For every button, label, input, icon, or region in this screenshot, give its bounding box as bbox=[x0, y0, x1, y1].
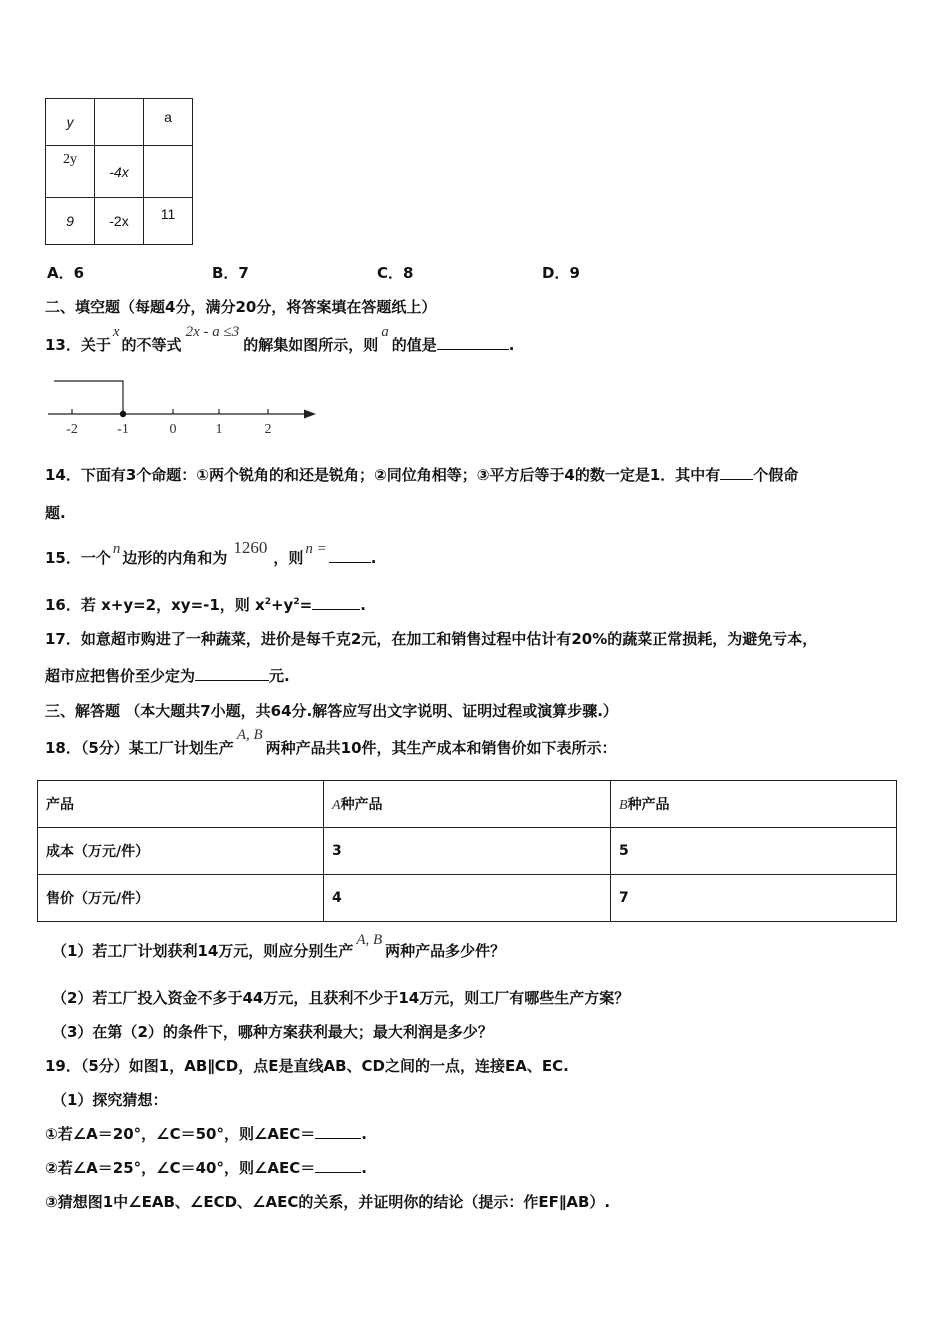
question-17-line2 bbox=[45, 665, 290, 686]
var-n: n bbox=[112, 541, 121, 557]
question-16 bbox=[45, 594, 366, 615]
q18-part-2: （2）若工厂投入资金不多于44万元，且获利不少于14万元，则工厂有哪些生产方案？ bbox=[52, 989, 630, 1007]
q19-item2-blank[interactable] bbox=[315, 1158, 361, 1173]
table-cell: 4 bbox=[324, 875, 611, 922]
option-c: C．8 bbox=[377, 264, 414, 282]
q19-part-1: （1）探究猜想： bbox=[52, 1091, 168, 1109]
table-cell: 成本（万元/件） bbox=[38, 828, 324, 875]
table-row bbox=[38, 828, 897, 875]
q14-line1: 14．下面有3个命题：①两个锐角的和还是锐角；②同位角相等；③平方后等于4的数一定是1．其中有 bbox=[45, 466, 721, 484]
q19-item-end: . bbox=[361, 1125, 367, 1143]
tick-label: 2 bbox=[264, 422, 272, 437]
q17-prefix: 超市应把售价至少定为 bbox=[45, 667, 196, 685]
tick-label: -2 bbox=[66, 422, 78, 437]
q19-item2-text: ②若∠A＝25°，∠C＝40°，则∠AEC＝ bbox=[45, 1159, 316, 1177]
question-17: 17．如意超市购进了一种蔬菜，进价是每千克2元，在加工和销售过程中估计有20%的蔬菜正常损耗，为避免亏本， bbox=[45, 630, 818, 648]
table-cell: 售价（万元/件） bbox=[38, 875, 324, 922]
q18-p1-suffix: 两种产品多少件？ bbox=[385, 942, 506, 960]
table-header-cell bbox=[611, 781, 897, 828]
closed-point bbox=[120, 411, 126, 417]
q16-prefix: 16．若 x+y=2，xy=-1，则 x bbox=[45, 596, 265, 614]
q16-answer-blank[interactable] bbox=[312, 595, 360, 610]
var-x: x bbox=[112, 324, 120, 340]
q15-mid: 边形的内角和为 bbox=[122, 549, 228, 567]
var-ab: A, B bbox=[236, 727, 263, 743]
q19-item1-text: ①若∠A＝20°，∠C＝50°，则∠AEC＝ bbox=[45, 1125, 316, 1143]
q13-after: 的解集如图所示，则 bbox=[243, 336, 379, 354]
question-18 bbox=[45, 727, 617, 758]
option-b: B．7 bbox=[212, 264, 249, 282]
table-cell: 3 bbox=[324, 828, 611, 875]
product-b-symbol: B bbox=[619, 798, 628, 813]
q15-after: ，则 bbox=[273, 549, 304, 567]
number-grid bbox=[45, 98, 193, 245]
q17-answer-blank[interactable] bbox=[195, 666, 269, 681]
number-line-ticks bbox=[66, 409, 271, 437]
q13-end: 的值是 bbox=[391, 336, 437, 354]
q19-item-end: . bbox=[361, 1159, 367, 1177]
grid-cell: 2y bbox=[46, 146, 95, 198]
tick-label: 1 bbox=[215, 422, 223, 437]
grid-cell: -2x bbox=[95, 198, 144, 245]
grid-cell bbox=[144, 146, 193, 198]
number-line bbox=[40, 372, 330, 442]
option-d: D．9 bbox=[542, 264, 580, 282]
q15-value: 1260 bbox=[233, 538, 268, 557]
product-a-symbol: A bbox=[332, 798, 341, 813]
q19-item-2 bbox=[45, 1157, 367, 1178]
q16-end: . bbox=[360, 596, 366, 614]
table-cell: 5 bbox=[611, 828, 897, 875]
q15-answer-blank[interactable] bbox=[329, 548, 371, 563]
table-header-cell bbox=[324, 781, 611, 828]
q19-item1-blank[interactable] bbox=[315, 1124, 361, 1139]
q13-inequality: 2x - a ≤3 bbox=[185, 324, 240, 340]
q13-period: . bbox=[508, 336, 515, 354]
question-13 bbox=[45, 324, 515, 355]
q15-end: . bbox=[370, 549, 377, 567]
grid-cell: -4x bbox=[95, 146, 144, 198]
q19-item-1 bbox=[45, 1123, 367, 1144]
tick-label: -1 bbox=[117, 422, 129, 437]
q18-part-3: （3）在第（2）的条件下，哪种方案获利最大；最大利润是多少？ bbox=[52, 1023, 493, 1041]
question-19: 19．（5分）如图1，AB∥CD，点E是直线AB、CD之间的一点，连接EA、EC. bbox=[45, 1057, 569, 1075]
table-row bbox=[38, 875, 897, 922]
option-a: A．6 bbox=[47, 264, 85, 282]
grid-cell: y bbox=[46, 99, 95, 146]
grid-cell: 9 bbox=[46, 198, 95, 245]
q13-answer-blank[interactable] bbox=[437, 335, 509, 350]
table-header-cell: 产品 bbox=[38, 781, 324, 828]
tick-label: 0 bbox=[169, 422, 177, 437]
question-14 bbox=[45, 464, 798, 485]
q16-eq: = bbox=[299, 596, 313, 614]
section-3-title: 三、解答题 （本大题共7小题，共64分.解答应写出文字说明、证明过程或演算步骤.） bbox=[45, 702, 618, 720]
q18-p1-prefix: （1）若工厂计划获利14万元，则应分别生产 bbox=[52, 942, 354, 960]
exponent: 2 bbox=[293, 597, 300, 607]
q13-mid: 的不等式 bbox=[121, 336, 182, 354]
question-15 bbox=[45, 538, 377, 568]
table-cell: 7 bbox=[611, 875, 897, 922]
q15-n-eq: n = bbox=[305, 541, 327, 557]
q19-item-3: ③猜想图1中∠EAB、∠ECD、∠AEC的关系，并证明你的结论（提示：作EF∥AB）. bbox=[45, 1193, 611, 1211]
solution-ray bbox=[54, 381, 123, 414]
grid-cell: 11 bbox=[144, 198, 193, 245]
product-table bbox=[37, 780, 897, 922]
header-label: 种产品 bbox=[340, 797, 383, 813]
q15-prefix: 15．一个 bbox=[45, 549, 111, 567]
question-14-line2: 题. bbox=[45, 504, 66, 522]
q18-part-1 bbox=[52, 932, 506, 961]
section-2-title: 二、填空题（每题4分，满分20分，将答案填在答题纸上） bbox=[45, 298, 437, 316]
exponent: 2 bbox=[264, 597, 271, 607]
q13-prefix: 13．关于 bbox=[45, 336, 111, 354]
grid-cell: a bbox=[144, 99, 193, 146]
var-ab: A, B bbox=[356, 932, 383, 948]
header-label: 种产品 bbox=[627, 797, 670, 813]
q16-plus: +y bbox=[270, 596, 294, 614]
q17-suffix: 元. bbox=[269, 667, 290, 685]
q18-suffix: 两种产品共10件，其生产成本和销售价如下表所示： bbox=[265, 739, 617, 757]
table-header-row bbox=[38, 781, 897, 828]
q14-after-blank: 个假命 bbox=[753, 466, 799, 484]
grid-cell bbox=[95, 99, 144, 146]
arrow-head-icon bbox=[304, 410, 316, 419]
q18-prefix: 18．（5分）某工厂计划生产 bbox=[45, 739, 234, 757]
var-a: a bbox=[381, 324, 389, 340]
q14-answer-blank[interactable] bbox=[720, 465, 753, 480]
